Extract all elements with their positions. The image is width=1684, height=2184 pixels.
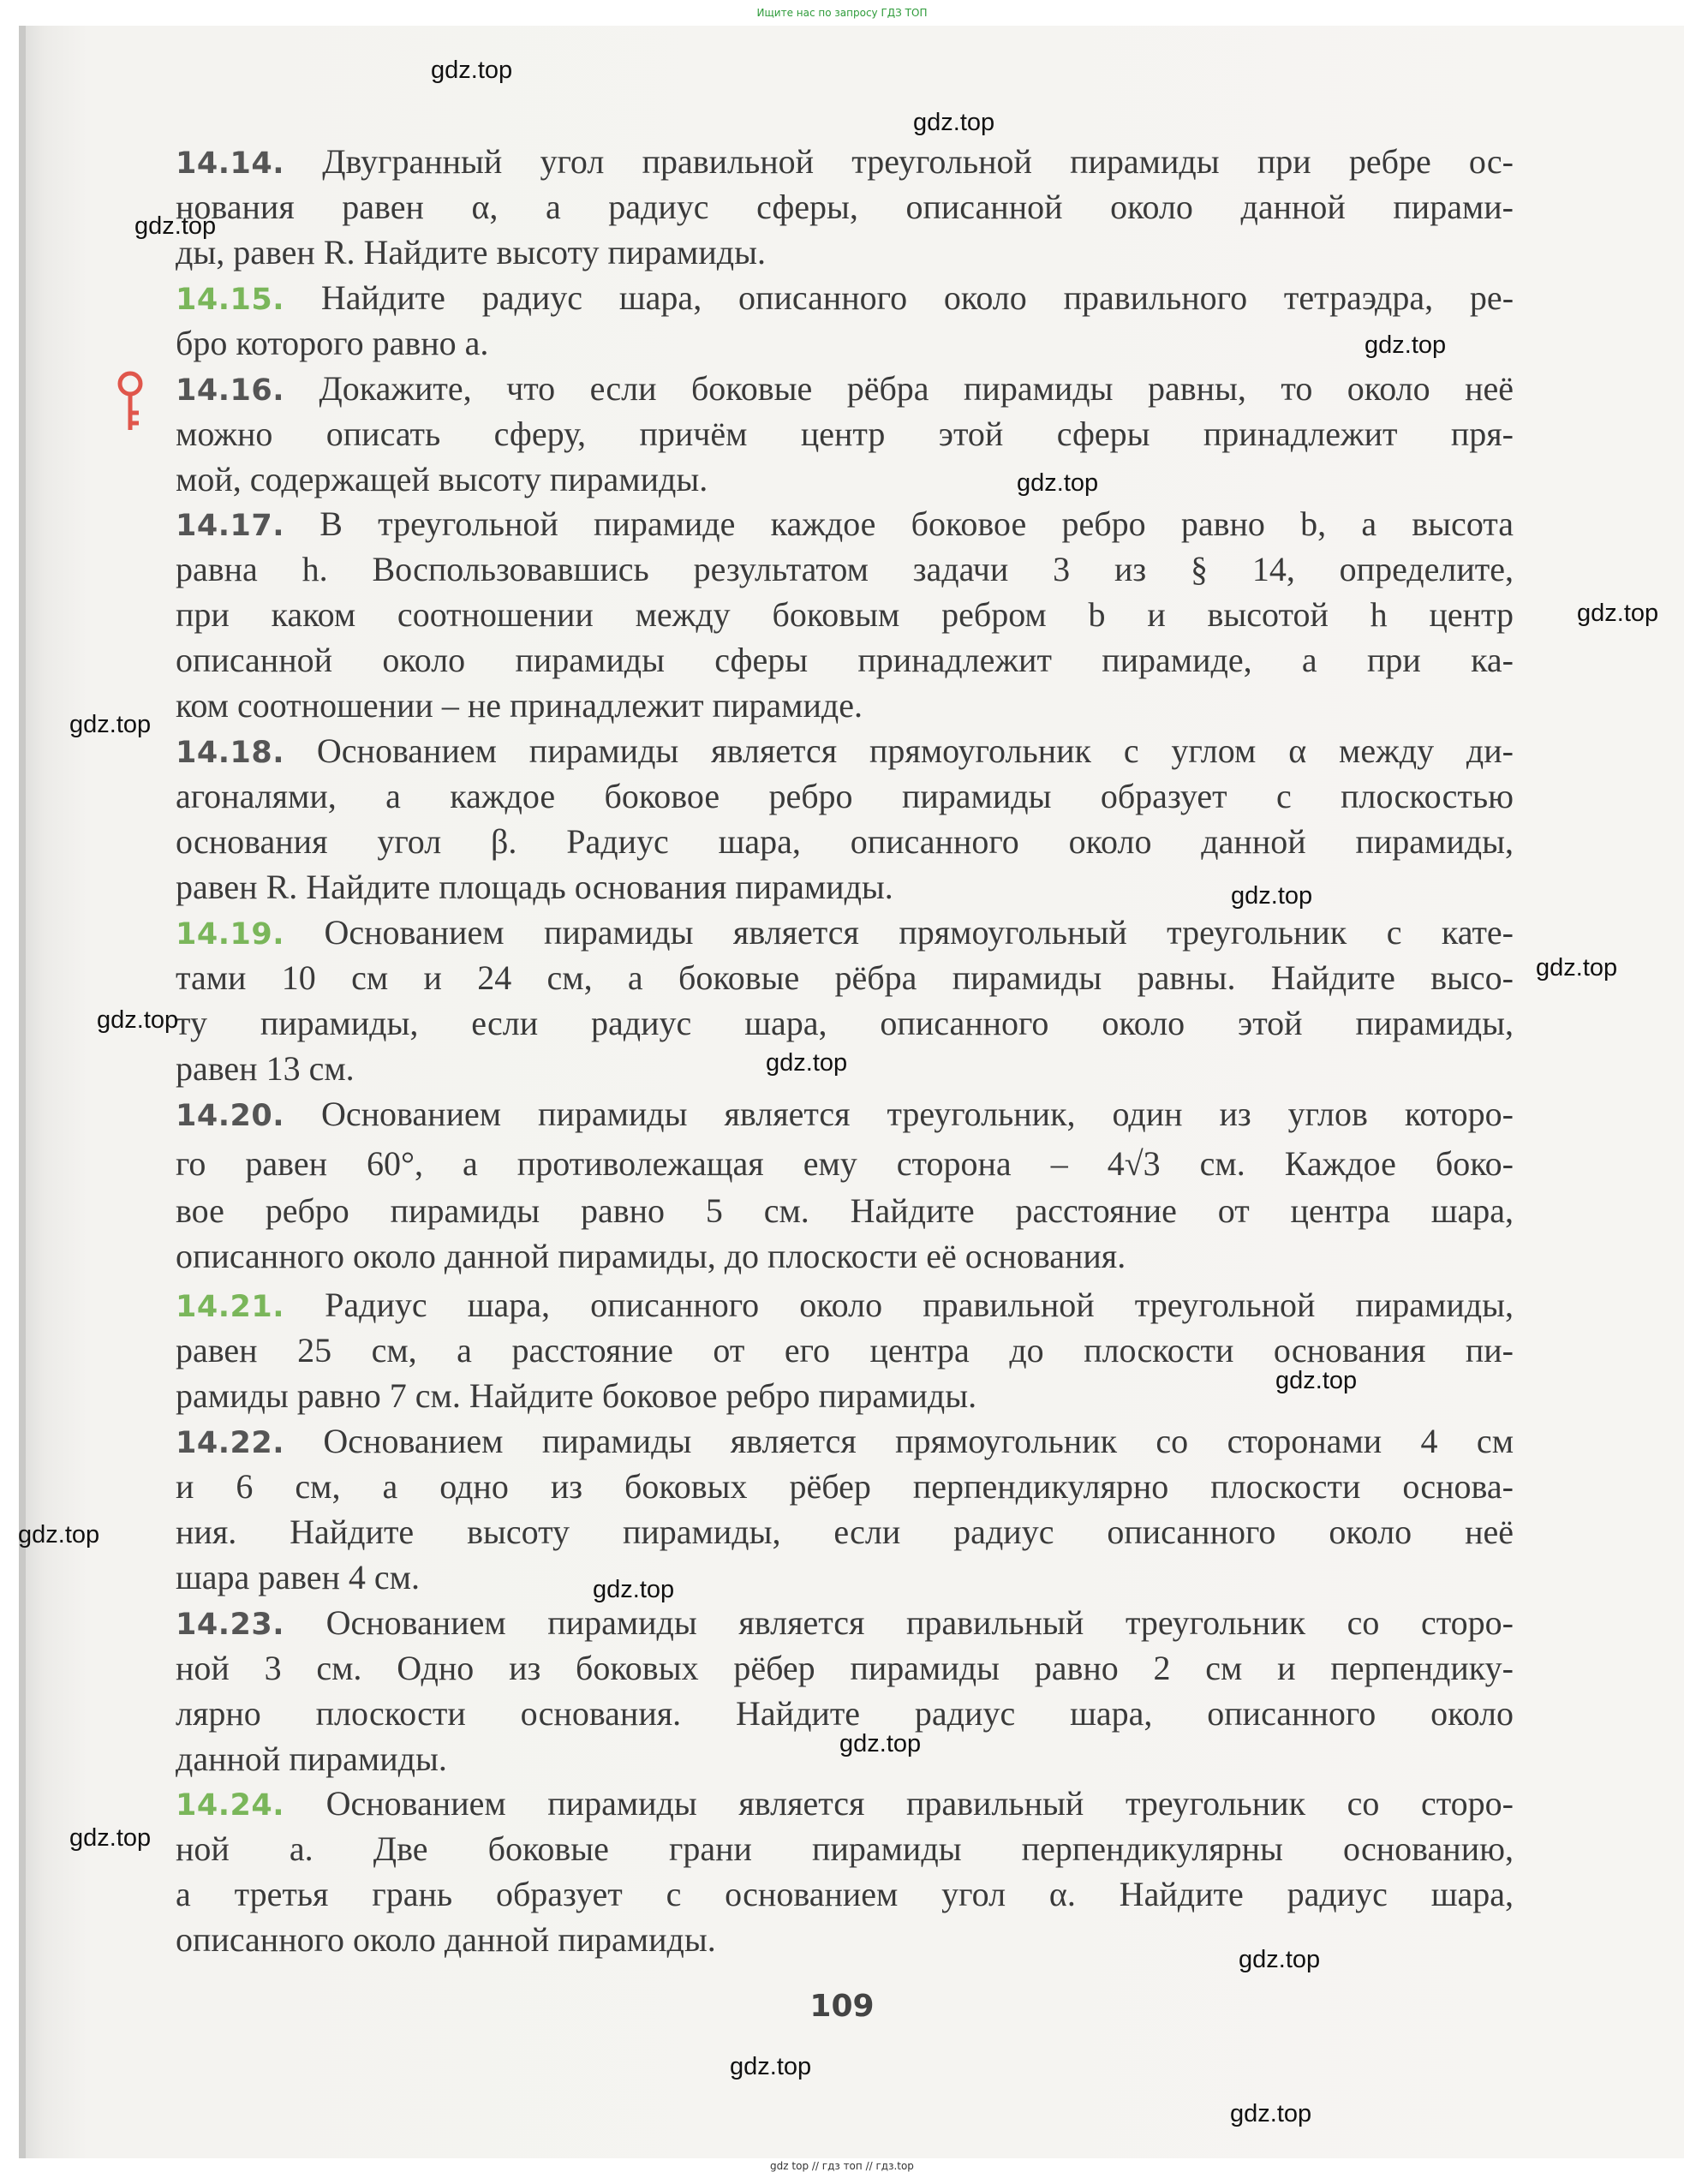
task-text-line: шара равен 4 см. — [176, 1558, 420, 1596]
task-number: 14.14. — [176, 146, 285, 181]
watermark: gdz.top — [69, 711, 152, 738]
watermark: gdz.top — [1275, 1367, 1358, 1394]
watermark: gdz.top — [766, 1049, 848, 1077]
task-14-20 — [176, 1091, 1514, 1279]
task-14-16 — [176, 366, 1514, 502]
task-text-line: Найдите радиус шара, описанного около правильного тетраэдра, ре- — [320, 278, 1514, 317]
task-14-18 — [176, 728, 1514, 910]
watermark: gdz.top — [1231, 882, 1313, 910]
task-14-21 — [176, 1282, 1514, 1418]
task-text-line: Основанием пирамиды является правильный треугольник со сторо- — [325, 1603, 1514, 1642]
task-text-line: ной 3 см. Одно из боковых рёбер пирамиды равно 2 см и перпендику- — [176, 1649, 1514, 1687]
task-text-line: ком соотношении – не принадлежит пирамиде. — [176, 686, 863, 725]
key-icon — [115, 370, 146, 433]
watermark: gdz.top — [730, 2053, 812, 2080]
task-text-line: нования равен α, а радиус сферы, описанной около данной пирами- — [176, 188, 1514, 226]
task-number: 14.21. — [176, 1290, 285, 1324]
task-text-line: равна h. Воспользовавшись результатом задачи 3 из § 14, определите, — [176, 550, 1514, 588]
task-text-line: бро которого равно a. — [176, 324, 489, 362]
watermark: gdz.top — [1017, 469, 1099, 497]
task-text-line: описанного около данной пирамиды. — [176, 1920, 716, 1959]
task-14-22 — [176, 1418, 1514, 1600]
task-text-line: мой, содержащей высоту пирамиды. — [176, 460, 708, 498]
watermark: gdz.top — [97, 1006, 179, 1034]
watermark: gdz.top — [134, 212, 217, 240]
task-text-line: агоналями, а каждое боковое ребро пирамиды образует с плоскостью — [176, 777, 1514, 815]
task-text-line: описанного около данной пирамиды, до плоскости её основания. — [176, 1237, 1126, 1275]
task-text-line: ной a. Две боковые грани пирамиды перпендикулярны основанию, — [176, 1829, 1514, 1868]
task-text-line: Основанием пирамиды является прямоугольный треугольник с кате- — [324, 913, 1514, 952]
task-number: 14.20. — [176, 1099, 285, 1133]
task-text-line: ды, равен R. Найдите высоту пирамиды. — [176, 233, 766, 272]
watermark: gdz.top — [431, 57, 513, 84]
watermark: gdz.top — [69, 1824, 152, 1852]
task-text-line: можно описать сферу, причём центр этой сферы принадлежит пря- — [176, 415, 1514, 453]
watermark: gdz.top — [913, 109, 995, 136]
task-text-line: го равен 60°, а противолежащая ему сторона – 4√3 см. Каждое боко- — [176, 1144, 1514, 1183]
task-text-line: основания угол β. Радиус шара, описанного около данной пирамиды, — [176, 822, 1514, 861]
watermark: gdz.top — [1239, 1946, 1321, 1973]
task-number: 14.23. — [176, 1608, 285, 1642]
task-text-line: Докажите, что если боковые рёбра пирамиды равны, то около неё — [319, 369, 1514, 408]
task-text-line: а третья грань образует с основанием угол α. Найдите радиус шара, — [176, 1875, 1514, 1913]
task-number: 14.24. — [176, 1788, 285, 1823]
task-14-24 — [176, 1781, 1514, 1962]
task-text-line: тами 10 см и 24 см, а боковые рёбра пирамиды равны. Найдите высо- — [176, 958, 1514, 997]
page-edge — [19, 26, 26, 2158]
task-14-14 — [176, 139, 1514, 275]
watermark: gdz.top — [1365, 331, 1447, 359]
watermark: gdz.top — [1536, 954, 1618, 982]
watermark: gdz.top — [839, 1730, 922, 1757]
task-14-15 — [176, 275, 1514, 366]
task-number: 14.16. — [176, 373, 285, 408]
task-number: 14.15. — [176, 283, 285, 317]
task-text-line: равен 25 см, а расстояние от его центра до плоскости основания пи- — [176, 1331, 1514, 1369]
bottom-banner: gdz top // гдз топ // гдз.top — [770, 2160, 914, 2172]
task-14-17 — [176, 501, 1514, 728]
task-text-line: Радиус шара, описанного около правильной треугольной пирамиды, — [325, 1286, 1514, 1324]
task-number: 14.22. — [176, 1426, 285, 1460]
task-text-line: рамиды равно 7 см. Найдите боковое ребро пирамиды. — [176, 1376, 977, 1415]
task-number: 14.18. — [176, 736, 285, 770]
watermark: gdz.top — [18, 1521, 100, 1548]
task-text-line: Основанием пирамиды является прямоугольник со сторонами 4 см — [323, 1422, 1514, 1460]
watermark: gdz.top — [1230, 2100, 1312, 2127]
task-number: 14.19. — [176, 917, 285, 952]
task-text-line: Основанием пирамиды является правильный треугольник со сторо- — [325, 1784, 1514, 1823]
task-text-line: данной пирамиды. — [176, 1739, 447, 1778]
task-text-line: равен 13 см. — [176, 1049, 355, 1088]
task-text-line: В треугольной пирамиде каждое боковое ребро равно b, а высота — [319, 504, 1514, 543]
watermark: gdz.top — [593, 1576, 675, 1603]
task-text-line: Основанием пирамиды является прямоугольник с углом α между ди- — [316, 731, 1514, 770]
task-text-line: лярно плоскости основания. Найдите радиус шара, описанного около — [176, 1694, 1514, 1733]
page-number: 109 — [809, 1989, 875, 2024]
task-text-line: описанной около пирамиды сферы принадлежит пирамиде, а при ка- — [176, 641, 1514, 679]
task-number: 14.17. — [176, 509, 285, 543]
task-text-line: ния. Найдите высоту пирамиды, если радиус описанного около неё — [176, 1513, 1514, 1551]
task-text-line: вое ребро пирамиды равно 5 см. Найдите расстояние от центра шара, — [176, 1191, 1514, 1230]
task-text-line: при каком соотношении между боковым ребром b и высотой h центр — [176, 595, 1514, 634]
task-text-line: ту пирамиды, если радиус шара, описанного около этой пирамиды, — [176, 1004, 1514, 1042]
task-text-line: Двугранный угол правильной треугольной пирамиды при ребре ос- — [322, 142, 1514, 181]
task-text-line: и 6 см, а одно из боковых рёбер перпендикулярно плоскости основа- — [176, 1467, 1514, 1506]
top-banner: Ищите нас по запросу ГДЗ ТОП — [756, 7, 928, 19]
watermark: gdz.top — [1577, 600, 1659, 627]
task-text-line: равен R. Найдите площадь основания пирамиды. — [176, 868, 893, 906]
task-text-line: Основанием пирамиды является треугольник, один из углов которо- — [321, 1095, 1514, 1133]
